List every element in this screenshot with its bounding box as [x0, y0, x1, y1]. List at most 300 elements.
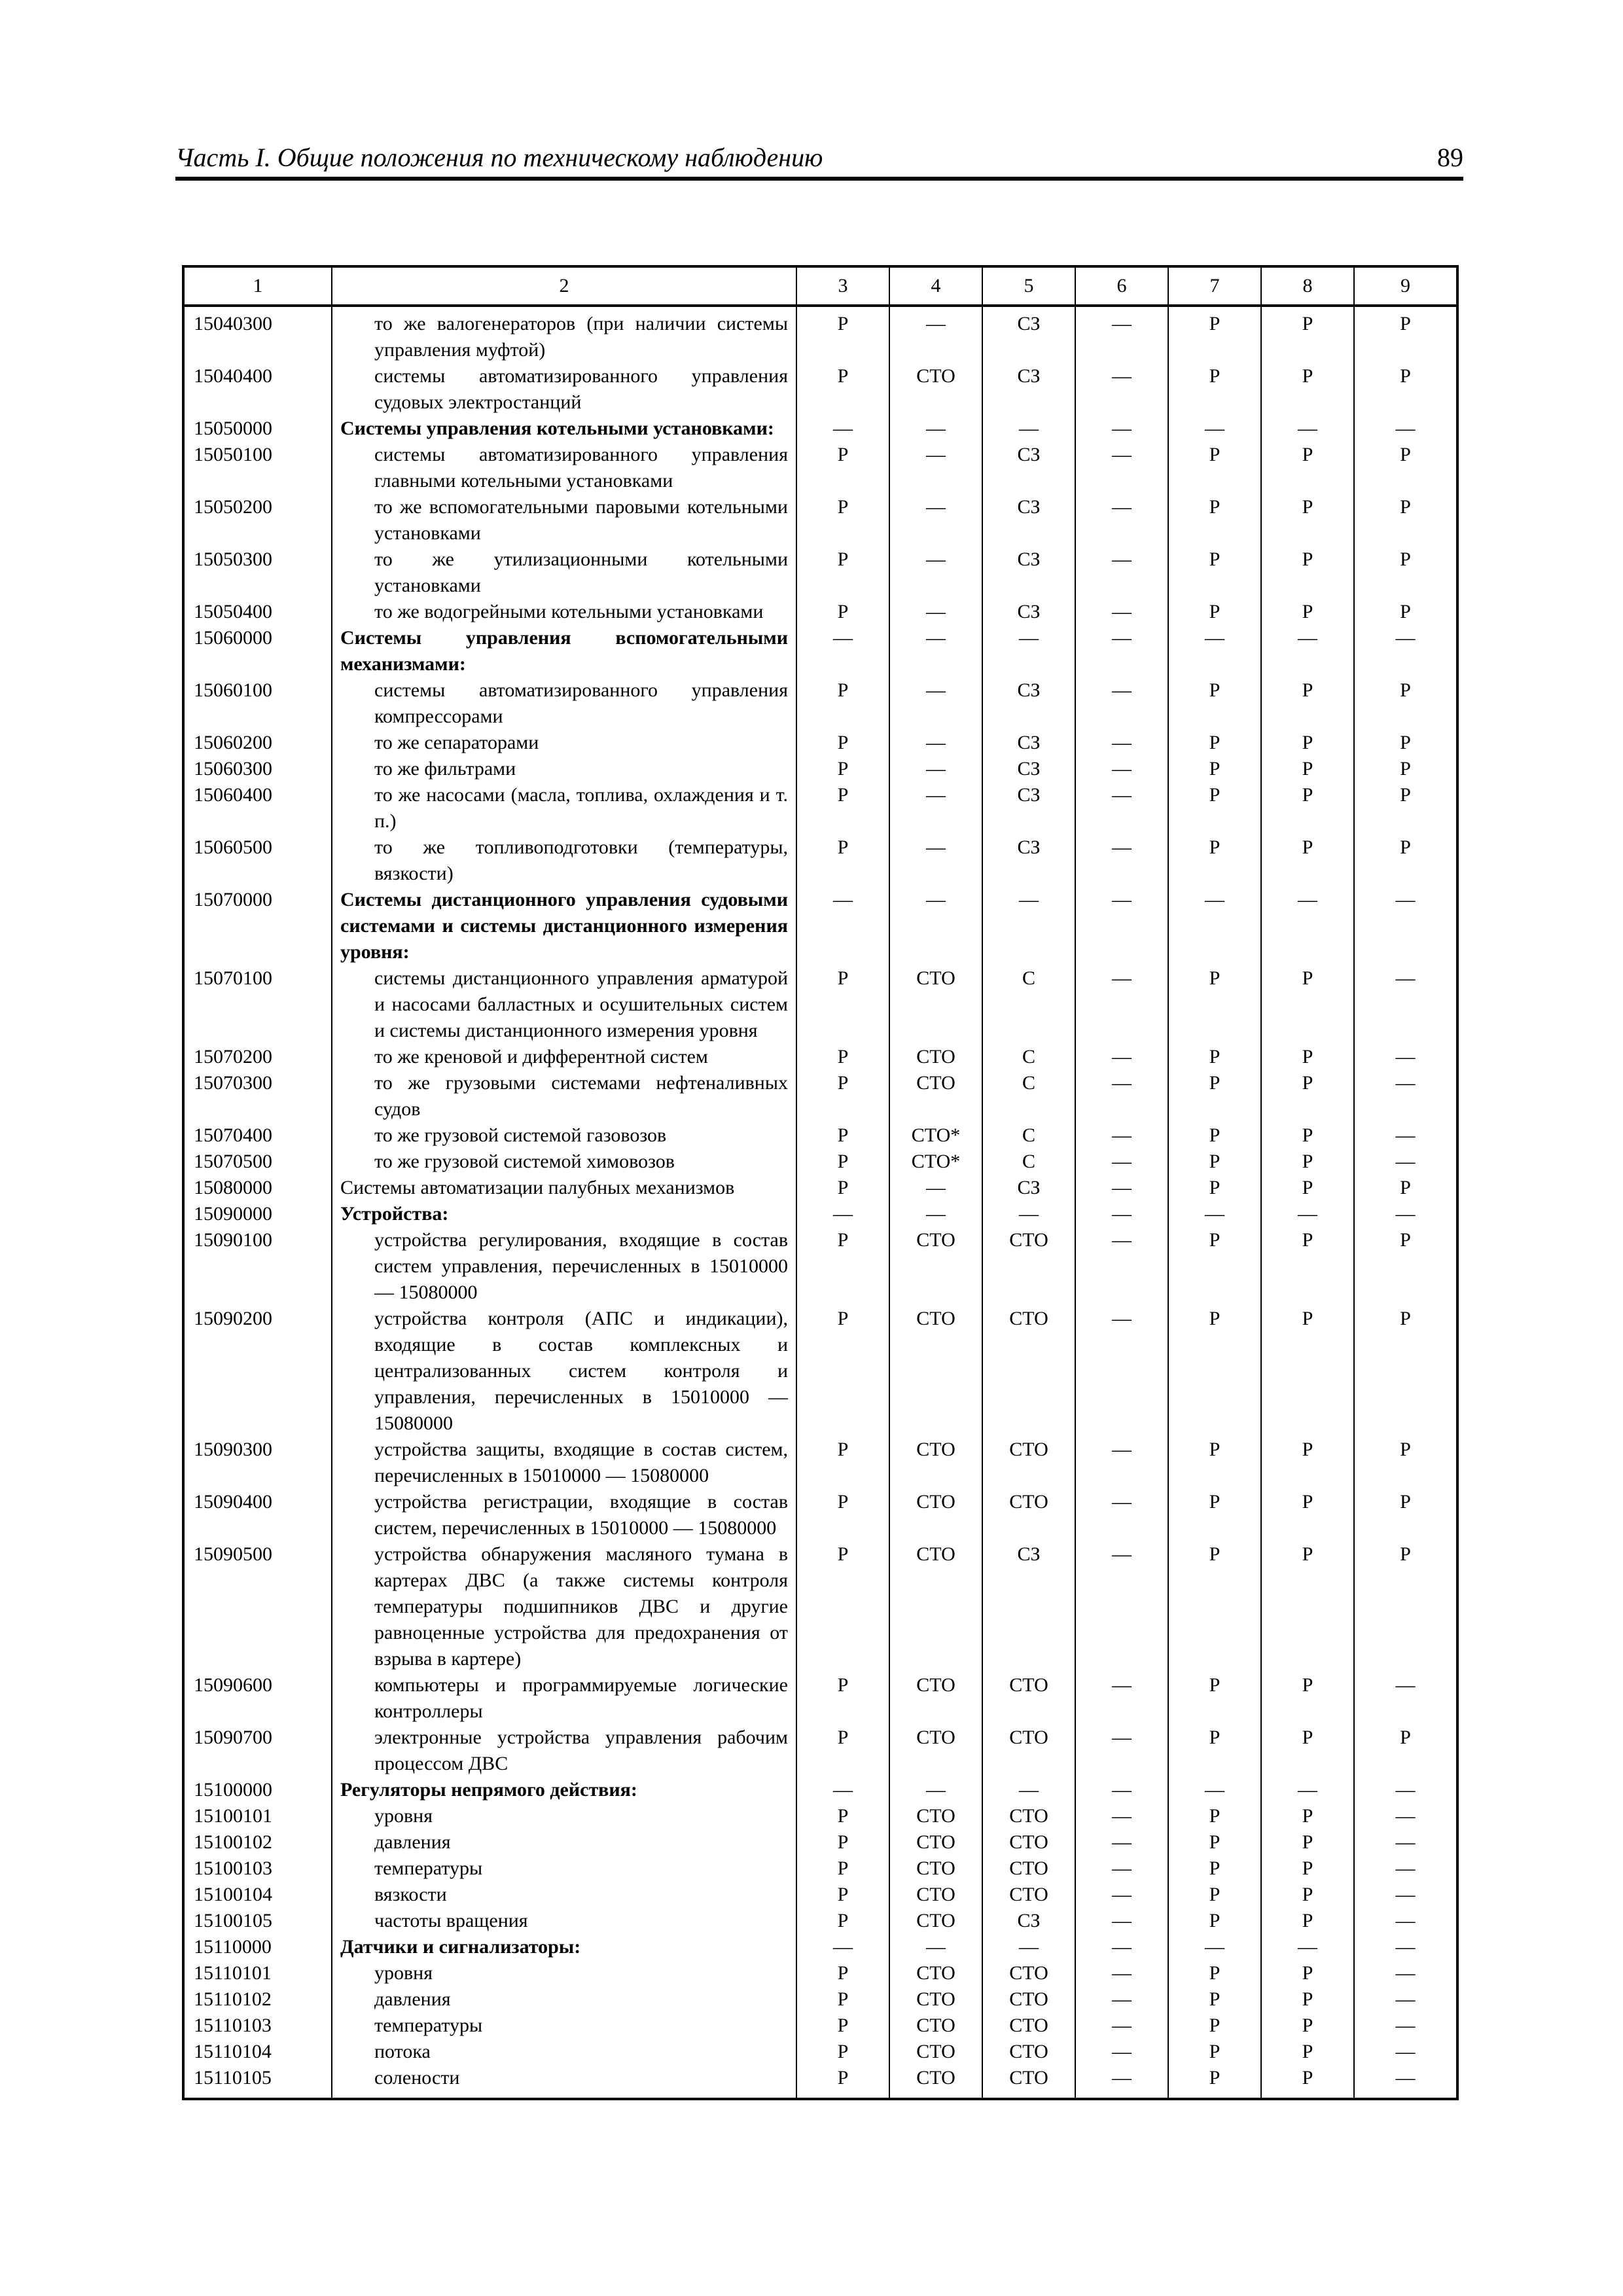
- survey-mark-col-3: —: [796, 1201, 889, 1227]
- survey-mark-col-9: Р: [1354, 306, 1457, 363]
- survey-mark-col-7: Р: [1168, 834, 1261, 887]
- item-description: температуры: [332, 1856, 796, 1882]
- survey-mark-col-7: Р: [1168, 677, 1261, 730]
- survey-mark-col-8: Р: [1261, 442, 1354, 494]
- survey-mark-col-7: Р: [1168, 1175, 1261, 1201]
- table-row: [183, 1306, 1457, 1437]
- survey-mark-col-4: —: [889, 442, 982, 494]
- survey-mark-col-8: Р: [1261, 2039, 1354, 2065]
- item-description: то же грузовой системой химовозов: [332, 1149, 796, 1175]
- survey-mark-col-5: СТО: [982, 1803, 1075, 1829]
- survey-mark-col-7: Р: [1168, 2039, 1261, 2065]
- table-row: [183, 1175, 1457, 1201]
- survey-mark-col-9: —: [1354, 1044, 1457, 1070]
- survey-mark-col-6: —: [1075, 416, 1168, 442]
- survey-mark-col-5: СТО: [982, 2013, 1075, 2039]
- survey-mark-col-8: Р: [1261, 306, 1354, 363]
- item-description: компьютеры и программируемые логические контроллеры: [332, 1672, 796, 1725]
- survey-mark-col-6: —: [1075, 625, 1168, 677]
- survey-mark-col-7: Р: [1168, 1986, 1261, 2013]
- survey-mark-col-7: Р: [1168, 730, 1261, 756]
- survey-mark-col-3: —: [796, 887, 889, 965]
- survey-mark-col-3: Р: [796, 1960, 889, 1986]
- item-description: Системы автоматизации палубных механизмов: [332, 1175, 796, 1201]
- survey-mark-col-8: Р: [1261, 1070, 1354, 1122]
- item-code: 15100101: [183, 1803, 332, 1829]
- survey-mark-col-6: —: [1075, 306, 1168, 363]
- table-row: [183, 306, 1457, 363]
- survey-mark-col-8: —: [1261, 1201, 1354, 1227]
- survey-mark-col-9: Р: [1354, 547, 1457, 599]
- survey-mark-col-6: —: [1075, 1044, 1168, 1070]
- survey-mark-col-4: СТО: [889, 1908, 982, 1934]
- item-code: 15060500: [183, 834, 332, 887]
- survey-mark-col-5: СТО: [982, 1829, 1075, 1856]
- item-description: устройства обнаружения масляного тумана в картерах ДВС (а также системы контроля температуры подшипников ДВС и другие равноценные устройства для предохранения от взрыва в картере): [332, 1541, 796, 1672]
- table-row: [183, 1960, 1457, 1986]
- item-code: 15060000: [183, 625, 332, 677]
- survey-mark-col-3: Р: [796, 1672, 889, 1725]
- survey-mark-col-5: С: [982, 965, 1075, 1044]
- column-header: 2: [332, 266, 796, 306]
- item-description: системы автоматизированного управления компрессорами: [332, 677, 796, 730]
- survey-mark-col-9: Р: [1354, 782, 1457, 834]
- item-description: то же вспомогательными паровыми котельными установками: [332, 494, 796, 547]
- item-description: системы дистанционного управления арматурой и насосами балластных и осушительных систем и системы дистанционного измерения уровня: [332, 965, 796, 1044]
- table-row: [183, 1044, 1457, 1070]
- survey-mark-col-3: Р: [796, 1986, 889, 2013]
- survey-mark-col-5: СЗ: [982, 834, 1075, 887]
- survey-mark-col-5: СЗ: [982, 442, 1075, 494]
- item-description: Регуляторы непрямого действия:: [332, 1777, 796, 1803]
- table-row: [183, 1149, 1457, 1175]
- survey-mark-col-9: Р: [1354, 1437, 1457, 1489]
- survey-mark-col-6: —: [1075, 1437, 1168, 1489]
- survey-mark-col-8: Р: [1261, 2065, 1354, 2099]
- survey-mark-col-5: СТО: [982, 1960, 1075, 1986]
- survey-mark-col-7: Р: [1168, 599, 1261, 625]
- survey-mark-col-6: —: [1075, 1227, 1168, 1306]
- survey-mark-col-6: —: [1075, 599, 1168, 625]
- survey-mark-col-9: —: [1354, 965, 1457, 1044]
- item-description: то же фильтрами: [332, 756, 796, 782]
- survey-mark-col-7: Р: [1168, 782, 1261, 834]
- survey-mark-col-5: СЗ: [982, 547, 1075, 599]
- item-description: солености: [332, 2065, 796, 2099]
- item-description: системы автоматизированного управления судовых электростанций: [332, 363, 796, 416]
- survey-mark-col-9: Р: [1354, 599, 1457, 625]
- survey-mark-col-5: СЗ: [982, 756, 1075, 782]
- survey-mark-col-9: —: [1354, 1856, 1457, 1882]
- survey-mark-col-4: СТО*: [889, 1122, 982, 1149]
- table-row: [183, 1437, 1457, 1489]
- item-description: электронные устройства управления рабочим процессом ДВС: [332, 1725, 796, 1777]
- survey-mark-col-8: Р: [1261, 782, 1354, 834]
- survey-mark-col-7: —: [1168, 887, 1261, 965]
- survey-mark-col-4: СТО: [889, 1856, 982, 1882]
- table-row: [183, 1227, 1457, 1306]
- survey-mark-col-4: СТО: [889, 1044, 982, 1070]
- survey-mark-col-9: —: [1354, 1201, 1457, 1227]
- survey-mark-col-8: Р: [1261, 1829, 1354, 1856]
- survey-mark-col-3: Р: [796, 1908, 889, 1934]
- survey-mark-col-6: —: [1075, 363, 1168, 416]
- item-description: частоты вращения: [332, 1908, 796, 1934]
- survey-mark-col-5: —: [982, 1777, 1075, 1803]
- item-description: то же валогенераторов (при наличии системы управления муфтой): [332, 306, 796, 363]
- survey-mark-col-3: Р: [796, 782, 889, 834]
- survey-mark-col-3: Р: [796, 1227, 889, 1306]
- survey-mark-col-5: —: [982, 887, 1075, 965]
- survey-mark-col-9: —: [1354, 416, 1457, 442]
- survey-mark-col-4: СТО: [889, 1070, 982, 1122]
- survey-mark-col-3: Р: [796, 756, 889, 782]
- survey-mark-col-5: —: [982, 625, 1075, 677]
- survey-mark-col-6: —: [1075, 547, 1168, 599]
- column-header: 5: [982, 266, 1075, 306]
- item-code: 15070100: [183, 965, 332, 1044]
- survey-mark-col-9: —: [1354, 1149, 1457, 1175]
- survey-mark-col-5: СЗ: [982, 782, 1075, 834]
- table-row: [183, 1725, 1457, 1777]
- survey-mark-col-3: Р: [796, 677, 889, 730]
- survey-mark-col-4: —: [889, 1201, 982, 1227]
- survey-mark-col-3: —: [796, 416, 889, 442]
- survey-mark-col-4: СТО*: [889, 1149, 982, 1175]
- item-code: 15090400: [183, 1489, 332, 1541]
- survey-mark-col-6: —: [1075, 1149, 1168, 1175]
- table-header-row: [183, 266, 1457, 306]
- item-description: Системы управления вспомогательными механизмами:: [332, 625, 796, 677]
- survey-mark-col-8: —: [1261, 887, 1354, 965]
- survey-mark-col-4: СТО: [889, 1437, 982, 1489]
- survey-mark-col-7: Р: [1168, 1541, 1261, 1672]
- item-description: устройства регистрации, входящие в состав систем, перечисленных в 15010000 — 15080000: [332, 1489, 796, 1541]
- survey-mark-col-4: —: [889, 887, 982, 965]
- item-description: системы автоматизированного управления главными котельными установками: [332, 442, 796, 494]
- survey-mark-col-3: Р: [796, 1489, 889, 1541]
- survey-mark-col-4: —: [889, 677, 982, 730]
- table-row: [183, 494, 1457, 547]
- survey-mark-col-4: —: [889, 834, 982, 887]
- survey-mark-col-8: —: [1261, 1934, 1354, 1960]
- item-description: то же утилизационными котельными установками: [332, 547, 796, 599]
- survey-mark-col-5: СЗ: [982, 494, 1075, 547]
- item-description: уровня: [332, 1960, 796, 1986]
- survey-mark-col-7: Р: [1168, 1803, 1261, 1829]
- survey-mark-col-9: —: [1354, 1803, 1457, 1829]
- table-row: [183, 1882, 1457, 1908]
- survey-mark-col-5: СТО: [982, 1986, 1075, 2013]
- survey-mark-col-6: —: [1075, 1986, 1168, 2013]
- survey-mark-col-3: Р: [796, 1725, 889, 1777]
- survey-mark-col-4: —: [889, 1934, 982, 1960]
- survey-mark-col-4: —: [889, 782, 982, 834]
- survey-mark-col-9: Р: [1354, 1306, 1457, 1437]
- table-row: [183, 547, 1457, 599]
- survey-mark-col-4: СТО: [889, 2013, 982, 2039]
- survey-mark-col-5: СТО: [982, 2065, 1075, 2099]
- table-row: [183, 1908, 1457, 1934]
- survey-mark-col-9: Р: [1354, 677, 1457, 730]
- survey-mark-col-5: С: [982, 1149, 1075, 1175]
- survey-mark-col-7: —: [1168, 1201, 1261, 1227]
- survey-mark-col-6: —: [1075, 1672, 1168, 1725]
- survey-mark-col-5: С: [982, 1122, 1075, 1149]
- survey-mark-col-5: СЗ: [982, 730, 1075, 756]
- column-header: 4: [889, 266, 982, 306]
- survey-mark-col-5: —: [982, 1934, 1075, 1960]
- table-row: [183, 599, 1457, 625]
- survey-mark-col-8: Р: [1261, 1122, 1354, 1149]
- table-row: [183, 834, 1457, 887]
- survey-mark-col-3: Р: [796, 442, 889, 494]
- survey-mark-col-3: Р: [796, 1882, 889, 1908]
- item-code: 15100103: [183, 1856, 332, 1882]
- survey-mark-col-6: —: [1075, 1908, 1168, 1934]
- survey-mark-col-8: Р: [1261, 494, 1354, 547]
- survey-mark-col-9: Р: [1354, 363, 1457, 416]
- item-code: 15070000: [183, 887, 332, 965]
- item-code: 15040400: [183, 363, 332, 416]
- item-description: температуры: [332, 2013, 796, 2039]
- survey-mark-col-6: —: [1075, 834, 1168, 887]
- survey-mark-col-7: Р: [1168, 1070, 1261, 1122]
- survey-mark-col-9: —: [1354, 1908, 1457, 1934]
- survey-mark-col-8: Р: [1261, 547, 1354, 599]
- survey-mark-col-7: —: [1168, 1777, 1261, 1803]
- survey-mark-col-6: —: [1075, 494, 1168, 547]
- survey-mark-col-8: —: [1261, 625, 1354, 677]
- item-code: 15050100: [183, 442, 332, 494]
- survey-mark-col-3: Р: [796, 2065, 889, 2099]
- survey-mark-col-4: СТО: [889, 1541, 982, 1672]
- item-description: то же сепараторами: [332, 730, 796, 756]
- survey-mark-col-8: Р: [1261, 1986, 1354, 2013]
- survey-mark-col-9: Р: [1354, 834, 1457, 887]
- item-code: 15050200: [183, 494, 332, 547]
- table-row: [183, 625, 1457, 677]
- survey-mark-col-7: Р: [1168, 1122, 1261, 1149]
- table-row: [183, 1489, 1457, 1541]
- item-code: 15090100: [183, 1227, 332, 1306]
- item-code: 15060100: [183, 677, 332, 730]
- survey-mark-col-7: —: [1168, 416, 1261, 442]
- item-code: 15070500: [183, 1149, 332, 1175]
- survey-mark-col-7: Р: [1168, 965, 1261, 1044]
- survey-mark-col-4: —: [889, 599, 982, 625]
- survey-mark-col-3: Р: [796, 494, 889, 547]
- survey-mark-col-8: Р: [1261, 756, 1354, 782]
- survey-mark-col-4: СТО: [889, 1960, 982, 1986]
- item-code: 15040300: [183, 306, 332, 363]
- survey-mark-col-6: —: [1075, 2039, 1168, 2065]
- survey-mark-col-7: Р: [1168, 1856, 1261, 1882]
- survey-mark-col-6: —: [1075, 1541, 1168, 1672]
- survey-mark-col-5: СТО: [982, 1227, 1075, 1306]
- item-description: Датчики и сигнализаторы:: [332, 1934, 796, 1960]
- survey-mark-col-3: Р: [796, 363, 889, 416]
- survey-mark-col-9: —: [1354, 1934, 1457, 1960]
- table-row: [183, 416, 1457, 442]
- survey-mark-col-6: —: [1075, 887, 1168, 965]
- survey-mark-col-8: Р: [1261, 1541, 1354, 1672]
- column-header: 7: [1168, 266, 1261, 306]
- column-header: 3: [796, 266, 889, 306]
- survey-mark-col-8: Р: [1261, 1960, 1354, 1986]
- survey-mark-col-8: Р: [1261, 730, 1354, 756]
- survey-mark-col-8: Р: [1261, 965, 1354, 1044]
- table-row: [183, 965, 1457, 1044]
- item-code: 15090300: [183, 1437, 332, 1489]
- survey-mark-col-6: —: [1075, 1934, 1168, 1960]
- survey-mark-col-9: —: [1354, 1960, 1457, 1986]
- survey-mark-col-3: —: [796, 1934, 889, 1960]
- item-description: то же грузовой системой газовозов: [332, 1122, 796, 1149]
- item-code: 15080000: [183, 1175, 332, 1201]
- item-code: 15110104: [183, 2039, 332, 2065]
- equipment-table: [182, 265, 1459, 2100]
- survey-mark-col-5: СЗ: [982, 1908, 1075, 1934]
- item-description: давления: [332, 1986, 796, 2013]
- table-row: [183, 756, 1457, 782]
- survey-mark-col-7: —: [1168, 1934, 1261, 1960]
- survey-mark-col-6: —: [1075, 1201, 1168, 1227]
- survey-mark-col-4: СТО: [889, 1986, 982, 2013]
- survey-mark-col-4: —: [889, 1777, 982, 1803]
- survey-mark-col-6: —: [1075, 1489, 1168, 1541]
- survey-mark-col-4: —: [889, 730, 982, 756]
- survey-mark-col-8: Р: [1261, 1856, 1354, 1882]
- survey-mark-col-9: Р: [1354, 1725, 1457, 1777]
- survey-mark-col-3: Р: [796, 1122, 889, 1149]
- survey-mark-col-5: СТО: [982, 1882, 1075, 1908]
- survey-mark-col-7: Р: [1168, 756, 1261, 782]
- survey-mark-col-6: —: [1075, 756, 1168, 782]
- survey-mark-col-9: —: [1354, 1829, 1457, 1856]
- survey-mark-col-8: Р: [1261, 1672, 1354, 1725]
- survey-mark-col-9: —: [1354, 1672, 1457, 1725]
- survey-mark-col-6: —: [1075, 1725, 1168, 1777]
- survey-mark-col-4: СТО: [889, 2039, 982, 2065]
- item-code: 15110102: [183, 1986, 332, 2013]
- item-code: 15050400: [183, 599, 332, 625]
- item-code: 15100105: [183, 1908, 332, 1934]
- survey-mark-col-6: —: [1075, 1777, 1168, 1803]
- item-description: то же креновой и дифферентной систем: [332, 1044, 796, 1070]
- survey-mark-col-3: Р: [796, 1070, 889, 1122]
- survey-mark-col-3: Р: [796, 1044, 889, 1070]
- survey-mark-col-3: Р: [796, 1829, 889, 1856]
- survey-mark-col-5: С: [982, 1070, 1075, 1122]
- survey-mark-col-5: СЗ: [982, 599, 1075, 625]
- survey-mark-col-6: —: [1075, 2065, 1168, 2099]
- survey-mark-col-8: Р: [1261, 1149, 1354, 1175]
- survey-mark-col-3: Р: [796, 1803, 889, 1829]
- column-header: 8: [1261, 266, 1354, 306]
- survey-mark-col-5: СТО: [982, 1856, 1075, 1882]
- survey-mark-col-4: СТО: [889, 965, 982, 1044]
- survey-mark-col-3: Р: [796, 1856, 889, 1882]
- item-description: давления: [332, 1829, 796, 1856]
- item-code: 15050300: [183, 547, 332, 599]
- survey-mark-col-6: —: [1075, 1070, 1168, 1122]
- table-row: [183, 1777, 1457, 1803]
- survey-mark-col-4: СТО: [889, 1489, 982, 1541]
- table-row: [183, 442, 1457, 494]
- item-description: устройства регулирования, входящие в состав систем управления, перечисленных в 15010000 — 15080000: [332, 1227, 796, 1306]
- page-number: 89: [1437, 143, 1463, 172]
- survey-mark-col-3: —: [796, 625, 889, 677]
- table-row: [183, 2013, 1457, 2039]
- survey-mark-col-3: Р: [796, 730, 889, 756]
- table-row: [183, 2065, 1457, 2099]
- survey-mark-col-3: Р: [796, 965, 889, 1044]
- survey-mark-col-9: —: [1354, 2065, 1457, 2099]
- survey-mark-col-7: Р: [1168, 1829, 1261, 1856]
- survey-mark-col-8: Р: [1261, 1725, 1354, 1777]
- item-code: 15110101: [183, 1960, 332, 1986]
- survey-mark-col-4: СТО: [889, 1227, 982, 1306]
- item-code: 15060400: [183, 782, 332, 834]
- survey-mark-col-8: Р: [1261, 363, 1354, 416]
- table-row: [183, 1803, 1457, 1829]
- survey-mark-col-9: Р: [1354, 442, 1457, 494]
- survey-mark-col-5: СЗ: [982, 363, 1075, 416]
- item-code: 15110103: [183, 2013, 332, 2039]
- column-header: 9: [1354, 266, 1457, 306]
- survey-mark-col-6: —: [1075, 1829, 1168, 1856]
- survey-mark-col-5: СТО: [982, 1489, 1075, 1541]
- item-description: вязкости: [332, 1882, 796, 1908]
- survey-mark-col-5: СТО: [982, 1437, 1075, 1489]
- survey-mark-col-5: —: [982, 1201, 1075, 1227]
- survey-mark-col-4: —: [889, 494, 982, 547]
- survey-mark-col-9: Р: [1354, 494, 1457, 547]
- survey-mark-col-4: —: [889, 1175, 982, 1201]
- table-row: [183, 677, 1457, 730]
- survey-mark-col-7: Р: [1168, 1227, 1261, 1306]
- survey-mark-col-8: —: [1261, 416, 1354, 442]
- survey-mark-col-5: С: [982, 1044, 1075, 1070]
- survey-mark-col-7: Р: [1168, 1908, 1261, 1934]
- survey-mark-col-7: Р: [1168, 1437, 1261, 1489]
- survey-mark-col-7: Р: [1168, 547, 1261, 599]
- survey-mark-col-4: —: [889, 306, 982, 363]
- page-header: [175, 143, 1463, 181]
- item-code: 15070400: [183, 1122, 332, 1149]
- survey-mark-col-4: —: [889, 416, 982, 442]
- survey-mark-col-9: Р: [1354, 730, 1457, 756]
- survey-mark-col-4: СТО: [889, 1725, 982, 1777]
- survey-mark-col-9: Р: [1354, 1489, 1457, 1541]
- table-row: [183, 1541, 1457, 1672]
- survey-mark-col-3: Р: [796, 306, 889, 363]
- survey-mark-col-3: Р: [796, 1306, 889, 1437]
- survey-mark-col-8: Р: [1261, 1044, 1354, 1070]
- survey-mark-col-5: —: [982, 416, 1075, 442]
- item-description: Системы управления котельными установками:: [332, 416, 796, 442]
- survey-mark-col-6: —: [1075, 1803, 1168, 1829]
- item-code: 15050000: [183, 416, 332, 442]
- table-row: [183, 2039, 1457, 2065]
- table-row: [183, 1122, 1457, 1149]
- survey-mark-col-9: —: [1354, 1122, 1457, 1149]
- survey-mark-col-3: Р: [796, 834, 889, 887]
- survey-mark-col-9: —: [1354, 1882, 1457, 1908]
- survey-mark-col-7: Р: [1168, 1960, 1261, 1986]
- survey-mark-col-5: СЗ: [982, 306, 1075, 363]
